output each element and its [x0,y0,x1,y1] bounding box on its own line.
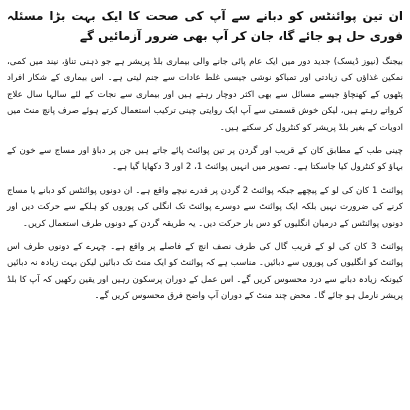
article-paragraph-points-overview: چینی طب کے مطابق کان کے قریب اور گردن پر تین پوائنٹ پائے جاتے ہیں جن پر دباؤ اور مساج سے خون کے بہاؤ کو کنٹرول کیا جاسکتا ہے۔ تصویر میں انہیں پوائنٹ 1، 2 اور 3 دکھایا گیا ہے۔ [7,146,403,173]
article-headline: ان تین پوائنٹس کو دبانے سے آپ کی صحت کا ایک بہت بڑا مسئلہ فوری حل ہو جائے گا، جان کر آپ بھی ضرور آزمائیں گے [7,9,403,43]
article-paragraph-point-3: پوائنٹ 3 کان کی لو کے قریب گال کی طرف نصف انچ کے فاصلے پر واقع ہے۔ چہرے کے دونوں طرف اس پوائنٹ کو انگلیوں کی پوروں سے دبائیں۔ مناسب ہے کہ پوائنٹ کو ایک منٹ تک دبائیں لیکن بہت زیادہ نہ دبائیں کیونکہ زیادہ دبانے سے درد محسوس کریں گے۔ اس عمل کے دوران پرسکون رہیں اور یقین رکھیں کہ آپ کا بلڈ پریشر نارمل ہو جائے گا۔ محض چند منٹ کے دوران آپ واضح فرق محسوس کریں گے۔ [7,242,403,302]
article-paragraph-intro: بیجنگ (نیوز ڈیسک) جدید دور میں ایک عام پائی جانے والی بیماری بلڈ پریشر ہے جو ذہنی تناؤ، نیند میں کمی، نمکین غذاؤں کی زیادتی اور تمباکو نوشی جیسی غلط عادات سے جنم لیتی ہے۔ اس بیماری کے شکار افراد پٹھوں کے کھنچاؤ جیسے مسائل سے بھی اکثر دوچار رہتے ہیں اور بیماری سے نجات کے لئے سالہا سال علاج کرواتے رہتے ہیں، لیکن خوش قسمتی سے آپ ایک روایتی چینی ترکیب استعمال کرتے ہوئے صرف پانچ منٹ میں ادویات کے بغیر بلڈ پریشر کو کنٹرول کر سکتے ہیں۔ [7,57,403,133]
article-paragraph-points-1-2: پوائنٹ 1 کان کی لو کے پیچھے جبکہ پوائنٹ 2 گردن پر قدرے نیچے واقع ہے۔ ان دونوں پوائنٹس کو دبانے یا مساج کرنے کی ضرورت نہیں بلکہ ایک پوائنٹ سے دوسرے پوائنٹ تک انگلی کی پوروں کو ہلکے سے حرکت دیں اور دونوں پوائنٹس کے درمیان انگلیوں کو دس بار حرکت دیں۔ یہ طریقہ گردن کے دونوں طرف استعمال کریں۔ [7,185,403,229]
